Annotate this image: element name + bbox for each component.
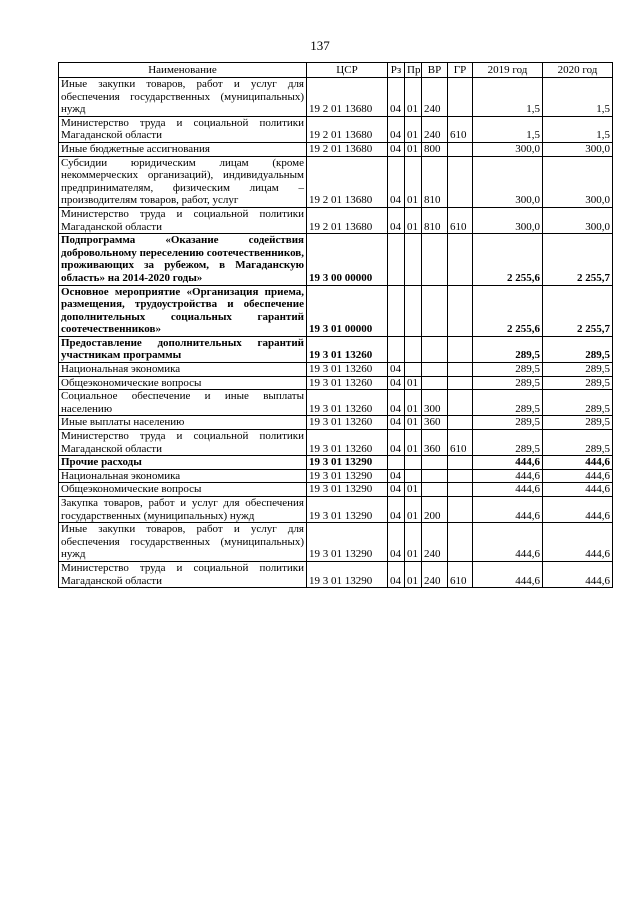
cell-2019: 444,6: [473, 483, 543, 497]
cell-name: Национальная экономика: [59, 363, 307, 377]
cell-2019: 444,6: [473, 523, 543, 562]
table-row: [59, 523, 613, 562]
cell-rz: [388, 456, 405, 470]
cell-pr: 01: [405, 483, 422, 497]
cell-csr: 19 3 01 13290: [307, 561, 388, 587]
cell-rz: 04: [388, 390, 405, 416]
cell-name: Основное мероприятие «Организация приема, размещения, трудоустройства и обеспечение дополнительных социальных гарантий соотечественников»: [59, 285, 307, 336]
cell-rz: 04: [388, 523, 405, 562]
cell-2019: 300,0: [473, 156, 543, 207]
cell-vr: 240: [422, 561, 448, 587]
cell-2019: 300,0: [473, 207, 543, 233]
cell-gr: [448, 234, 473, 285]
cell-csr: 19 3 01 13290: [307, 523, 388, 562]
cell-2019: 289,5: [473, 390, 543, 416]
cell-csr: 19 2 01 13680: [307, 78, 388, 117]
cell-vr: 810: [422, 207, 448, 233]
cell-gr: 610: [448, 561, 473, 587]
cell-rz: 04: [388, 142, 405, 156]
table-row: [59, 390, 613, 416]
cell-name: Иные закупки товаров, работ и услуг для обеспечения государственных (муниципальных) нужд: [59, 78, 307, 117]
cell-name: Социальное обеспечение и иные выплаты населению: [59, 390, 307, 416]
cell-name: Закупка товаров, работ и услуг для обеспечения государственных (муниципальных) нужд: [59, 497, 307, 523]
cell-rz: 04: [388, 469, 405, 483]
table-row: [59, 561, 613, 587]
cell-gr: [448, 156, 473, 207]
column-header-vr: ВР: [422, 63, 448, 78]
cell-vr: [422, 336, 448, 362]
column-header-2020: 2020 год: [543, 63, 613, 78]
cell-name: Министерство труда и социальной политики Магаданской области: [59, 207, 307, 233]
cell-2020: 289,5: [543, 430, 613, 456]
cell-pr: 01: [405, 390, 422, 416]
table-header-row: [59, 63, 613, 78]
cell-2020: 2 255,7: [543, 234, 613, 285]
cell-2019: 289,5: [473, 416, 543, 430]
cell-csr: 19 2 01 13680: [307, 156, 388, 207]
cell-vr: 360: [422, 416, 448, 430]
cell-pr: 01: [405, 116, 422, 142]
cell-rz: [388, 336, 405, 362]
cell-gr: [448, 497, 473, 523]
cell-csr: 19 3 01 13260: [307, 363, 388, 377]
cell-2019: 1,5: [473, 78, 543, 117]
cell-2020: 444,6: [543, 469, 613, 483]
cell-name: Общеэкономические вопросы: [59, 483, 307, 497]
cell-pr: [405, 363, 422, 377]
cell-name: Министерство труда и социальной политики Магаданской области: [59, 561, 307, 587]
cell-vr: [422, 363, 448, 377]
cell-pr: 01: [405, 156, 422, 207]
cell-csr: 19 2 01 13680: [307, 207, 388, 233]
cell-rz: 04: [388, 376, 405, 390]
column-header-gr: ГР: [448, 63, 473, 78]
cell-vr: [422, 456, 448, 470]
cell-gr: [448, 456, 473, 470]
cell-vr: 800: [422, 142, 448, 156]
cell-pr: 01: [405, 430, 422, 456]
column-header-rz: Рз: [388, 63, 405, 78]
table-row: [59, 142, 613, 156]
cell-2019: 289,5: [473, 430, 543, 456]
cell-vr: 810: [422, 156, 448, 207]
table-row: [59, 430, 613, 456]
cell-2020: 289,5: [543, 336, 613, 362]
cell-gr: [448, 390, 473, 416]
table-row: [59, 363, 613, 377]
cell-pr: [405, 234, 422, 285]
column-header-pr: Пр: [405, 63, 422, 78]
cell-vr: 300: [422, 390, 448, 416]
cell-vr: [422, 234, 448, 285]
cell-vr: 240: [422, 523, 448, 562]
cell-vr: [422, 376, 448, 390]
cell-2019: 444,6: [473, 497, 543, 523]
cell-csr: 19 3 01 13260: [307, 336, 388, 362]
page-number: 137: [310, 38, 330, 53]
cell-rz: 04: [388, 78, 405, 117]
cell-2019: 444,6: [473, 469, 543, 483]
table-body: [59, 78, 613, 588]
cell-gr: [448, 523, 473, 562]
cell-name: Министерство труда и социальной политики Магаданской области: [59, 116, 307, 142]
cell-name: Национальная экономика: [59, 469, 307, 483]
cell-csr: 19 3 01 13260: [307, 430, 388, 456]
table-row: [59, 285, 613, 336]
cell-name: Общеэкономические вопросы: [59, 376, 307, 390]
cell-name: Министерство труда и социальной политики Магаданской области: [59, 430, 307, 456]
cell-name: Субсидии юридическим лицам (кроме некоммерческих организаций), индивидуальным предпринимателям, физическим лицам – производителям товаров, работ, услуг: [59, 156, 307, 207]
cell-name: Прочие расходы: [59, 456, 307, 470]
cell-2019: 2 255,6: [473, 234, 543, 285]
cell-2020: 444,6: [543, 561, 613, 587]
cell-2020: 300,0: [543, 207, 613, 233]
cell-vr: 200: [422, 497, 448, 523]
cell-pr: 01: [405, 416, 422, 430]
cell-rz: 04: [388, 483, 405, 497]
cell-pr: [405, 456, 422, 470]
cell-csr: 19 3 01 13290: [307, 497, 388, 523]
cell-rz: 04: [388, 363, 405, 377]
table-row: [59, 456, 613, 470]
cell-pr: 01: [405, 523, 422, 562]
column-header-name: Наименование: [59, 63, 307, 78]
cell-vr: [422, 469, 448, 483]
cell-vr: [422, 483, 448, 497]
table-row: [59, 416, 613, 430]
cell-csr: 19 3 01 13260: [307, 390, 388, 416]
cell-gr: [448, 483, 473, 497]
cell-name: Подпрограмма «Оказание содействия добровольному переселению соотечественников, проживающих за рубежом, в Магаданскую область» на 2014-2020 годы»: [59, 234, 307, 285]
cell-2020: 300,0: [543, 142, 613, 156]
cell-pr: [405, 336, 422, 362]
column-header-csr: ЦСР: [307, 63, 388, 78]
cell-gr: [448, 78, 473, 117]
cell-csr: 19 3 01 00000: [307, 285, 388, 336]
cell-csr: 19 2 01 13680: [307, 142, 388, 156]
cell-pr: 01: [405, 78, 422, 117]
cell-2020: 289,5: [543, 416, 613, 430]
cell-2020: 1,5: [543, 78, 613, 117]
cell-rz: 04: [388, 156, 405, 207]
cell-2020: 289,5: [543, 390, 613, 416]
table-row: [59, 116, 613, 142]
cell-2019: 300,0: [473, 142, 543, 156]
cell-name: Иные бюджетные ассигнования: [59, 142, 307, 156]
cell-name: Иные выплаты населению: [59, 416, 307, 430]
cell-csr: 19 3 01 13290: [307, 469, 388, 483]
cell-2020: 444,6: [543, 456, 613, 470]
cell-pr: 01: [405, 142, 422, 156]
cell-csr: 19 3 01 13260: [307, 376, 388, 390]
cell-rz: 04: [388, 497, 405, 523]
cell-rz: 04: [388, 430, 405, 456]
cell-2019: 289,5: [473, 336, 543, 362]
cell-pr: [405, 469, 422, 483]
cell-2020: 300,0: [543, 156, 613, 207]
cell-vr: 240: [422, 78, 448, 117]
cell-rz: 04: [388, 416, 405, 430]
cell-pr: 01: [405, 376, 422, 390]
cell-name: Иные закупки товаров, работ и услуг для обеспечения государственных (муниципальных) нужд: [59, 523, 307, 562]
cell-gr: [448, 142, 473, 156]
cell-2019: 1,5: [473, 116, 543, 142]
table-row: [59, 483, 613, 497]
table-row: [59, 336, 613, 362]
cell-csr: 19 3 01 13260: [307, 416, 388, 430]
cell-gr: [448, 416, 473, 430]
cell-2020: 1,5: [543, 116, 613, 142]
cell-rz: [388, 285, 405, 336]
cell-gr: [448, 285, 473, 336]
cell-pr: 01: [405, 497, 422, 523]
cell-name: Предоставление дополнительных гарантий участникам программы: [59, 336, 307, 362]
cell-2020: 289,5: [543, 376, 613, 390]
cell-2020: 289,5: [543, 363, 613, 377]
cell-gr: 610: [448, 207, 473, 233]
table-row: [59, 156, 613, 207]
cell-2019: 444,6: [473, 561, 543, 587]
cell-pr: 01: [405, 561, 422, 587]
cell-2020: 2 255,7: [543, 285, 613, 336]
cell-2019: 289,5: [473, 363, 543, 377]
cell-2020: 444,6: [543, 483, 613, 497]
cell-gr: [448, 363, 473, 377]
cell-vr: 240: [422, 116, 448, 142]
cell-rz: 04: [388, 116, 405, 142]
column-header-2019: 2019 год: [473, 63, 543, 78]
cell-2019: 444,6: [473, 456, 543, 470]
table-row: [59, 234, 613, 285]
budget-table: [58, 62, 613, 588]
table-row: [59, 207, 613, 233]
cell-2019: 289,5: [473, 376, 543, 390]
cell-vr: [422, 285, 448, 336]
cell-rz: [388, 234, 405, 285]
table-row: [59, 376, 613, 390]
cell-rz: 04: [388, 561, 405, 587]
cell-gr: [448, 469, 473, 483]
cell-2020: 444,6: [543, 523, 613, 562]
cell-pr: [405, 285, 422, 336]
cell-2019: 2 255,6: [473, 285, 543, 336]
cell-gr: 610: [448, 116, 473, 142]
table-row: [59, 469, 613, 483]
cell-pr: 01: [405, 207, 422, 233]
cell-rz: 04: [388, 207, 405, 233]
cell-gr: [448, 336, 473, 362]
cell-csr: 19 3 01 13290: [307, 456, 388, 470]
cell-csr: 19 3 00 00000: [307, 234, 388, 285]
cell-gr: 610: [448, 430, 473, 456]
cell-gr: [448, 376, 473, 390]
table-row: [59, 78, 613, 117]
cell-vr: 360: [422, 430, 448, 456]
cell-csr: 19 3 01 13290: [307, 483, 388, 497]
cell-2020: 444,6: [543, 497, 613, 523]
cell-csr: 19 2 01 13680: [307, 116, 388, 142]
table-row: [59, 497, 613, 523]
